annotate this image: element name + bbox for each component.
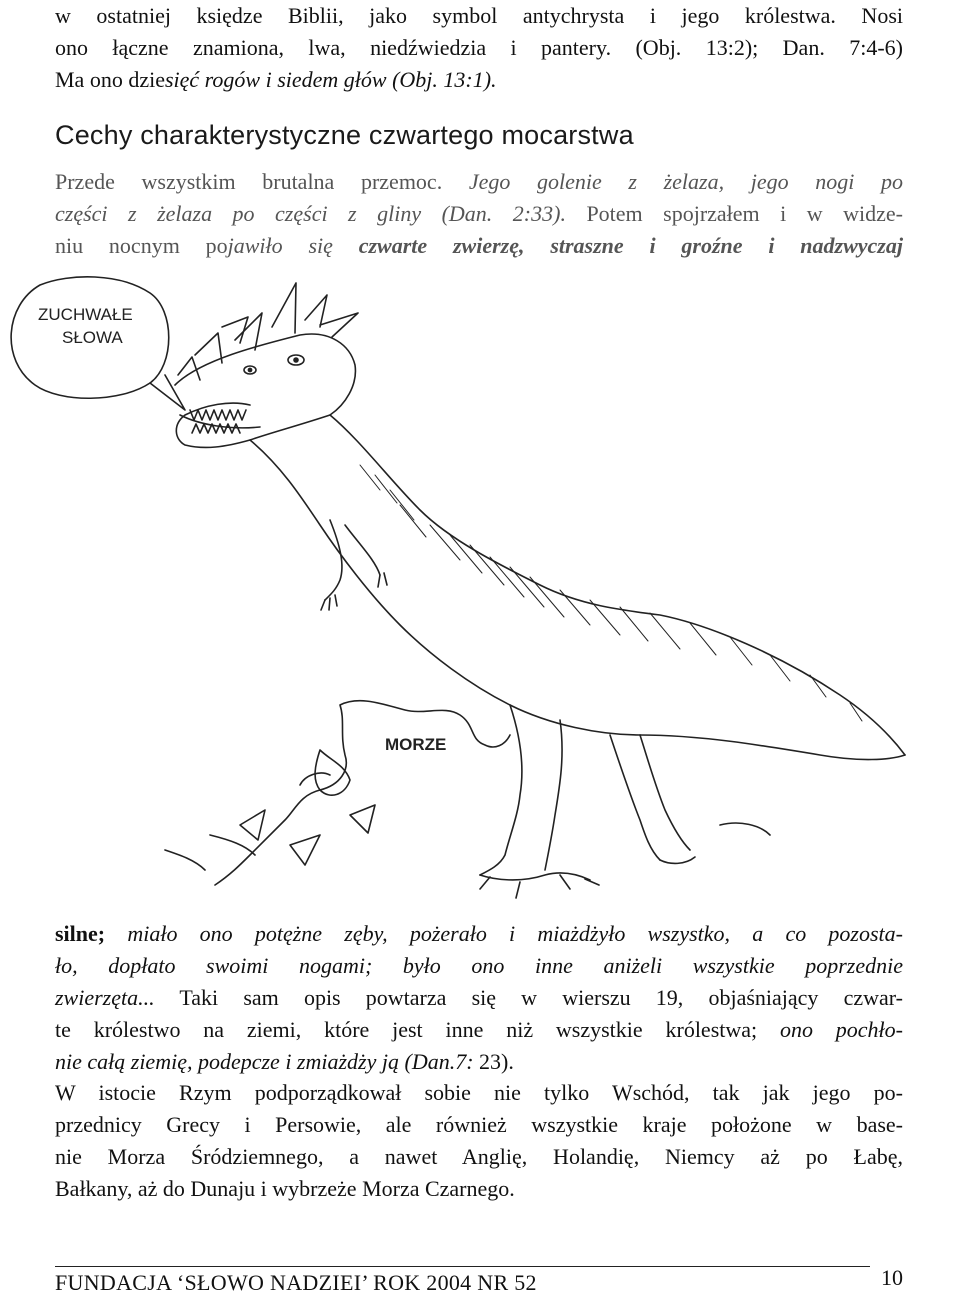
dinosaur-arm	[325, 520, 342, 600]
text-line: zwierzęta... Taki sam opis powtarza się w wierszu 19, objaśniający czwar-	[55, 985, 903, 1010]
horn-6	[178, 357, 200, 380]
text-line: przednicy Grecy i Persowie, ale również wszystkie kraje położone w base-	[55, 1112, 903, 1137]
italic-text: sięć rogów i siedem głów (Obj. 13:1).	[164, 67, 497, 92]
text-line: ono łączne znamiona, lwa, niedźwiedzia i pantery. (Obj. 13:2); Dan. 7:4-6)	[55, 35, 903, 60]
last-paragraph	[55, 1077, 903, 1205]
text-line: w ostatniej księdze Biblii, jako symbol antychrysta i jego królestwa. Nosi	[55, 3, 903, 28]
dinosaur-leg	[480, 705, 522, 875]
page-number: 10	[881, 1265, 903, 1290]
horn-2	[272, 283, 296, 333]
top-paragraph	[55, 0, 903, 96]
text-line: niu nocnym pojawiło się czwarte zwierzę, straszne i groźne i nadzwyczaj	[55, 233, 903, 258]
map-label: MORZE	[385, 735, 447, 754]
text-line: W istocie Rzym podporządkował sobie nie tylko Wschód, tak jak jego po-	[55, 1080, 903, 1105]
text-line: Bałkany, aż do Dunaju i wybrzeże Morza Czarnego.	[55, 1176, 515, 1201]
horn-4	[320, 313, 358, 337]
speech-bubble-text: ZUCHWAŁE	[38, 305, 133, 324]
horn-1	[235, 313, 262, 350]
text-line: nie całą ziemię, podepcze i zmiażdży ją (Dan.7: 23).	[55, 1049, 514, 1074]
after-illustration-paragraph	[55, 918, 903, 1078]
text-line: silne; miało ono potężne zęby, pożerało i miażdżyło wszystko, a co pozosta-	[55, 921, 903, 946]
horn-shell	[240, 810, 265, 840]
section-heading: Cechy charakterystyczne czwartego mocarstwa	[55, 120, 634, 150]
horn-shell	[290, 835, 320, 865]
dinosaur-illustration	[0, 265, 960, 920]
text-line: te królestwo na ziemi, które jest inne niż wszystkie królestwa; ono pochło-	[55, 1017, 903, 1042]
map-coastline	[215, 701, 510, 885]
text-line: Ma ono dziesięć rogów i siedem głów (Obj. 13:1).	[55, 67, 497, 92]
horn-shell	[350, 805, 375, 833]
text-line: nie Morza Śródziemnego, a nawet Anglię, Holandię, Niemcy aż po Łabę,	[55, 1144, 903, 1169]
speech-bubble-text: SŁOWA	[62, 328, 123, 347]
horn-5	[195, 333, 222, 363]
text-line: części z żelaza po części z gliny (Dan. 2:33). Potem spojrzałem i w widze-	[55, 201, 903, 226]
footer-rule	[55, 1266, 870, 1267]
intro-paragraph	[55, 166, 903, 262]
footer-text: FUNDACJA ‘SŁOWO NADZIEI’ ROK 2004 NR 52	[55, 1270, 537, 1295]
horn-3	[305, 295, 327, 327]
page-footer	[55, 1266, 903, 1298]
text-line: ło, dopłato swoimi nogami; było ono inne aniżeli wszystkie poprzednie	[55, 953, 903, 978]
text-line: Przede wszystkim brutalna przemoc. Jego golenie z żelaza, jego nogi po	[55, 169, 904, 194]
dinosaur-body	[330, 415, 905, 755]
dinosaur-head	[175, 334, 355, 447]
